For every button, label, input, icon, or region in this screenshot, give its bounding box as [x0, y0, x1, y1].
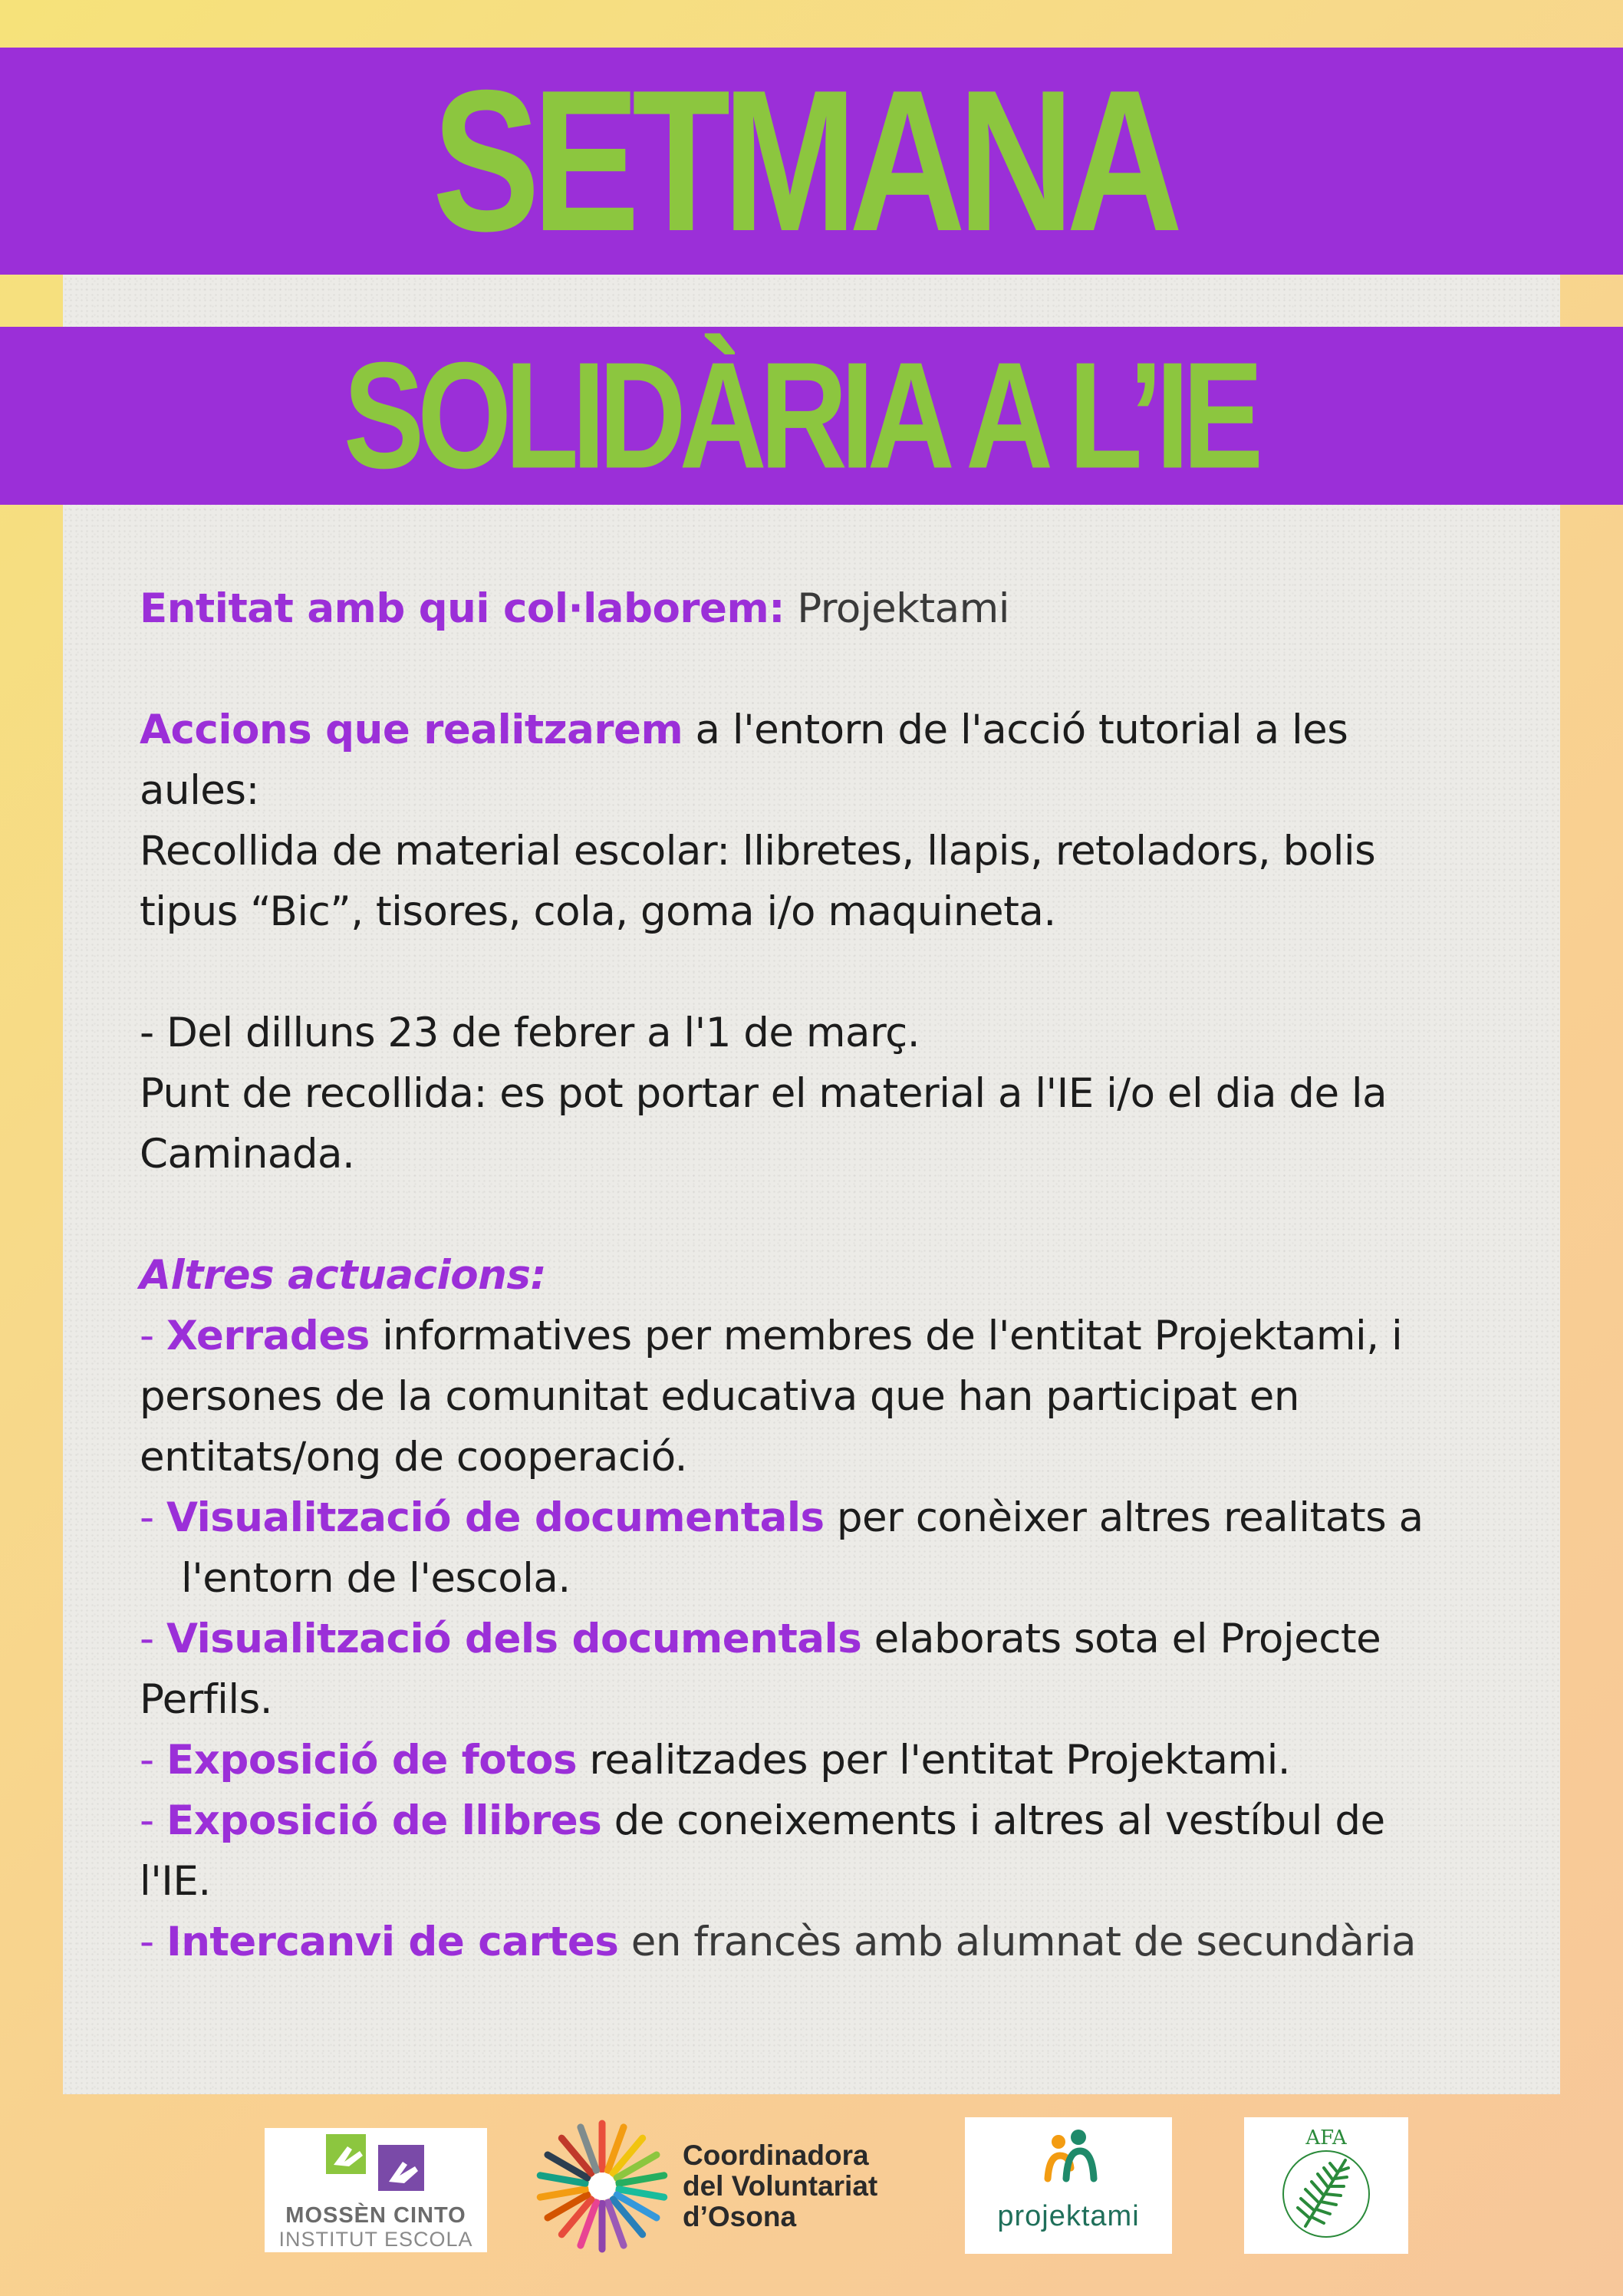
dates-line-2: Punt de recollida: es pot portar el material a l'IE i/o el dia de la — [140, 1070, 1388, 1117]
entitat-value: Projektami — [784, 585, 1009, 632]
title-line-2: SOLIDÀRIA A L’IE — [343, 331, 1257, 500]
list-item-cont: l'IE. — [140, 1858, 211, 1905]
dates-line-1: - Del dilluns 23 de febrer a l'1 de març. — [140, 1010, 920, 1056]
accions-line-3: Recollida de material escolar: llibretes, llapis, retoladors, bolis — [140, 828, 1376, 875]
list-item-cont: entitats/ong de cooperació. — [140, 1434, 688, 1481]
mossen-cinto-name: MOSSÈN CINTO — [285, 2203, 466, 2228]
list-item-cont: l'entorn de l'escola. — [181, 1555, 571, 1602]
entitat-line — [140, 578, 1520, 639]
altres-heading: Altres actuacions: — [140, 1252, 547, 1299]
accions-line — [140, 700, 1520, 760]
list-item: - Visualització dels documentals elaborats sota el Projecte — [140, 1616, 1381, 1662]
list-item: - Intercanvi de cartes en francès amb alumnat de secundària — [140, 1919, 1417, 1965]
list-item: - Exposició de llibres de coneixements i altres al vestíbul de — [140, 1797, 1385, 1844]
projektami-logo — [965, 2117, 1172, 2254]
afa-logo — [1244, 2117, 1408, 2254]
accions-label: Accions que realitzarem — [140, 707, 683, 753]
entitat-label: Entitat amb qui col·laborem: — [140, 585, 785, 632]
item-label: Visualització de documentals — [166, 1494, 825, 1541]
hands-icon — [265, 2128, 487, 2205]
mossen-cinto-logo — [265, 2128, 487, 2252]
dates-line-3: Caminada. — [140, 1131, 355, 1178]
fern-leaf-icon — [1244, 2117, 1408, 2254]
projektami-name: projektami — [997, 2200, 1140, 2232]
item-label: Intercanvi de cartes — [166, 1919, 619, 1965]
item-label: Xerrades — [166, 1313, 370, 1359]
afa-name: AFA — [1305, 2126, 1347, 2149]
title-line-1: SETMANA — [432, 48, 1176, 274]
list-item: - Visualització de documentals per conèixer altres realitats a — [140, 1494, 1424, 1541]
title-band-1 — [0, 48, 1623, 275]
people-icon — [965, 2117, 1172, 2194]
item-label: Exposició de fotos — [166, 1737, 577, 1784]
list-item-cont: persones de la comunitat educativa que han participat en — [140, 1373, 1299, 1420]
mossen-cinto-subtitle: INSTITUT ESCOLA — [278, 2228, 473, 2251]
coordinadora-logo-text: Coordinadora del Voluntariat d’Osona — [683, 2140, 878, 2232]
accions-line-2: aules: — [140, 767, 259, 814]
item-label: Visualització dels documentals — [166, 1616, 862, 1662]
poster-content — [140, 578, 1520, 1972]
list-item-cont: Perfils. — [140, 1676, 273, 1723]
list-item: - Xerrades informatives per membres de l'entitat Projektami, i — [140, 1313, 1403, 1359]
logos-footer — [0, 2117, 1623, 2255]
list-item: - Exposició de fotos realitzades per l'entitat Projektami. — [140, 1737, 1291, 1784]
accions-line-4: tipus “Bic”, tisores, cola, goma i/o maquineta. — [140, 888, 1056, 935]
item-label: Exposició de llibres — [166, 1797, 602, 1844]
title-band-2 — [0, 327, 1623, 505]
coordinadora-sunburst-icon — [533, 2117, 671, 2255]
accions-rest: a l'entorn de l'acció tutorial a les — [683, 707, 1348, 753]
